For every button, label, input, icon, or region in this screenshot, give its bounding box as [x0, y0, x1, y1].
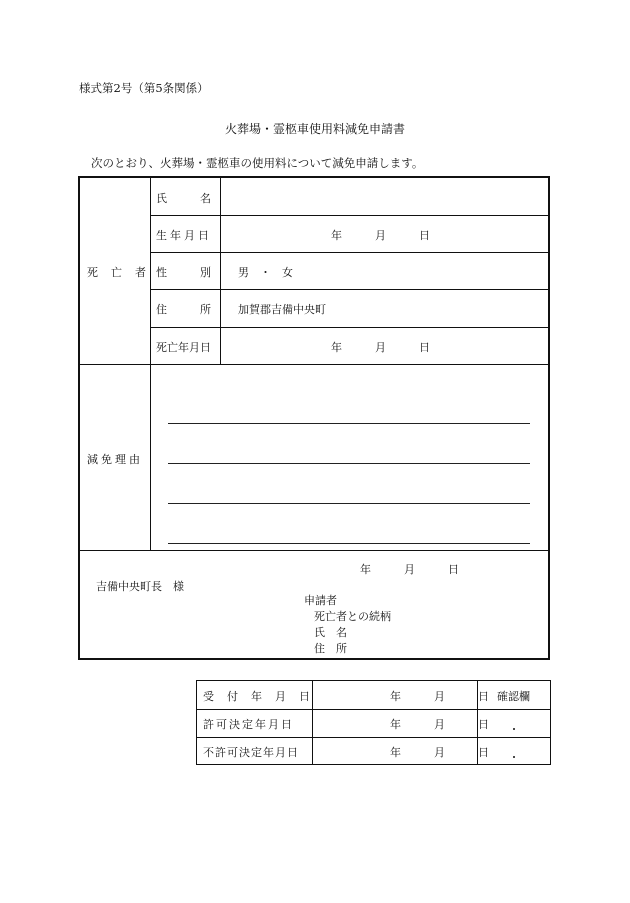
reason-line[interactable]: [168, 543, 530, 544]
row-divider: [150, 327, 550, 328]
office-use-table: [196, 680, 551, 765]
row-divider: [197, 709, 550, 710]
applicant-name-label: 氏 名: [314, 626, 347, 639]
form-number: 様式第2号（第5条関係）: [79, 81, 209, 95]
application-table: [78, 176, 550, 660]
reason-line[interactable]: [168, 503, 530, 504]
application-date[interactable]: 年 月 日: [360, 563, 459, 576]
row-divider: [150, 289, 550, 290]
column-divider: [220, 178, 221, 364]
applicant-address-label: 住 所: [314, 642, 347, 655]
confirm-mark[interactable]: [513, 756, 515, 758]
confirm-header: 確認欄: [497, 690, 530, 703]
approval-date-field[interactable]: 年 月 日: [390, 718, 489, 731]
sex-field[interactable]: 男 ・ 女: [238, 266, 293, 279]
deceased-section-label: 死 亡 者: [87, 266, 147, 279]
section-divider: [80, 550, 550, 551]
row-divider: [197, 737, 550, 738]
approval-date-label: 許可決定年月日: [203, 718, 294, 731]
addressee: 吉備中央町長 様: [96, 580, 184, 593]
rejection-date-field[interactable]: 年 月 日: [390, 746, 489, 759]
column-divider: [312, 681, 313, 764]
applicant-label: 申請者: [304, 594, 337, 607]
intro-text: 次のとおり、火葬場・霊柩車の使用料について減免申請します。: [91, 156, 424, 170]
column-divider: [150, 178, 151, 550]
birth-date-label: 生年月日: [156, 229, 212, 242]
reason-label: 減免理由: [87, 453, 143, 466]
reason-line[interactable]: [168, 463, 530, 464]
address-field[interactable]: 加賀郡吉備中央町: [238, 303, 326, 316]
reason-line[interactable]: [168, 423, 530, 424]
row-divider: [150, 252, 550, 253]
confirm-mark[interactable]: [513, 728, 515, 730]
death-date-field[interactable]: 年 月 日: [331, 341, 430, 354]
received-date-field[interactable]: 年 月 日: [390, 690, 489, 703]
received-date-label: 受 付 年 月 日: [203, 690, 311, 703]
name-label: 氏 名: [156, 192, 211, 205]
death-date-label: 死亡年月日: [156, 341, 211, 354]
relation-label: 死亡者との続柄: [314, 610, 391, 623]
row-divider: [150, 215, 550, 216]
address-label: 住 所: [156, 303, 211, 316]
document-title: 火葬場・霊柩車使用料減免申請書: [224, 122, 405, 136]
birth-date-field[interactable]: 年 月 日: [331, 229, 430, 242]
sex-label: 性 別: [156, 266, 211, 279]
rejection-date-label: 不許可決定年月日: [203, 746, 299, 759]
